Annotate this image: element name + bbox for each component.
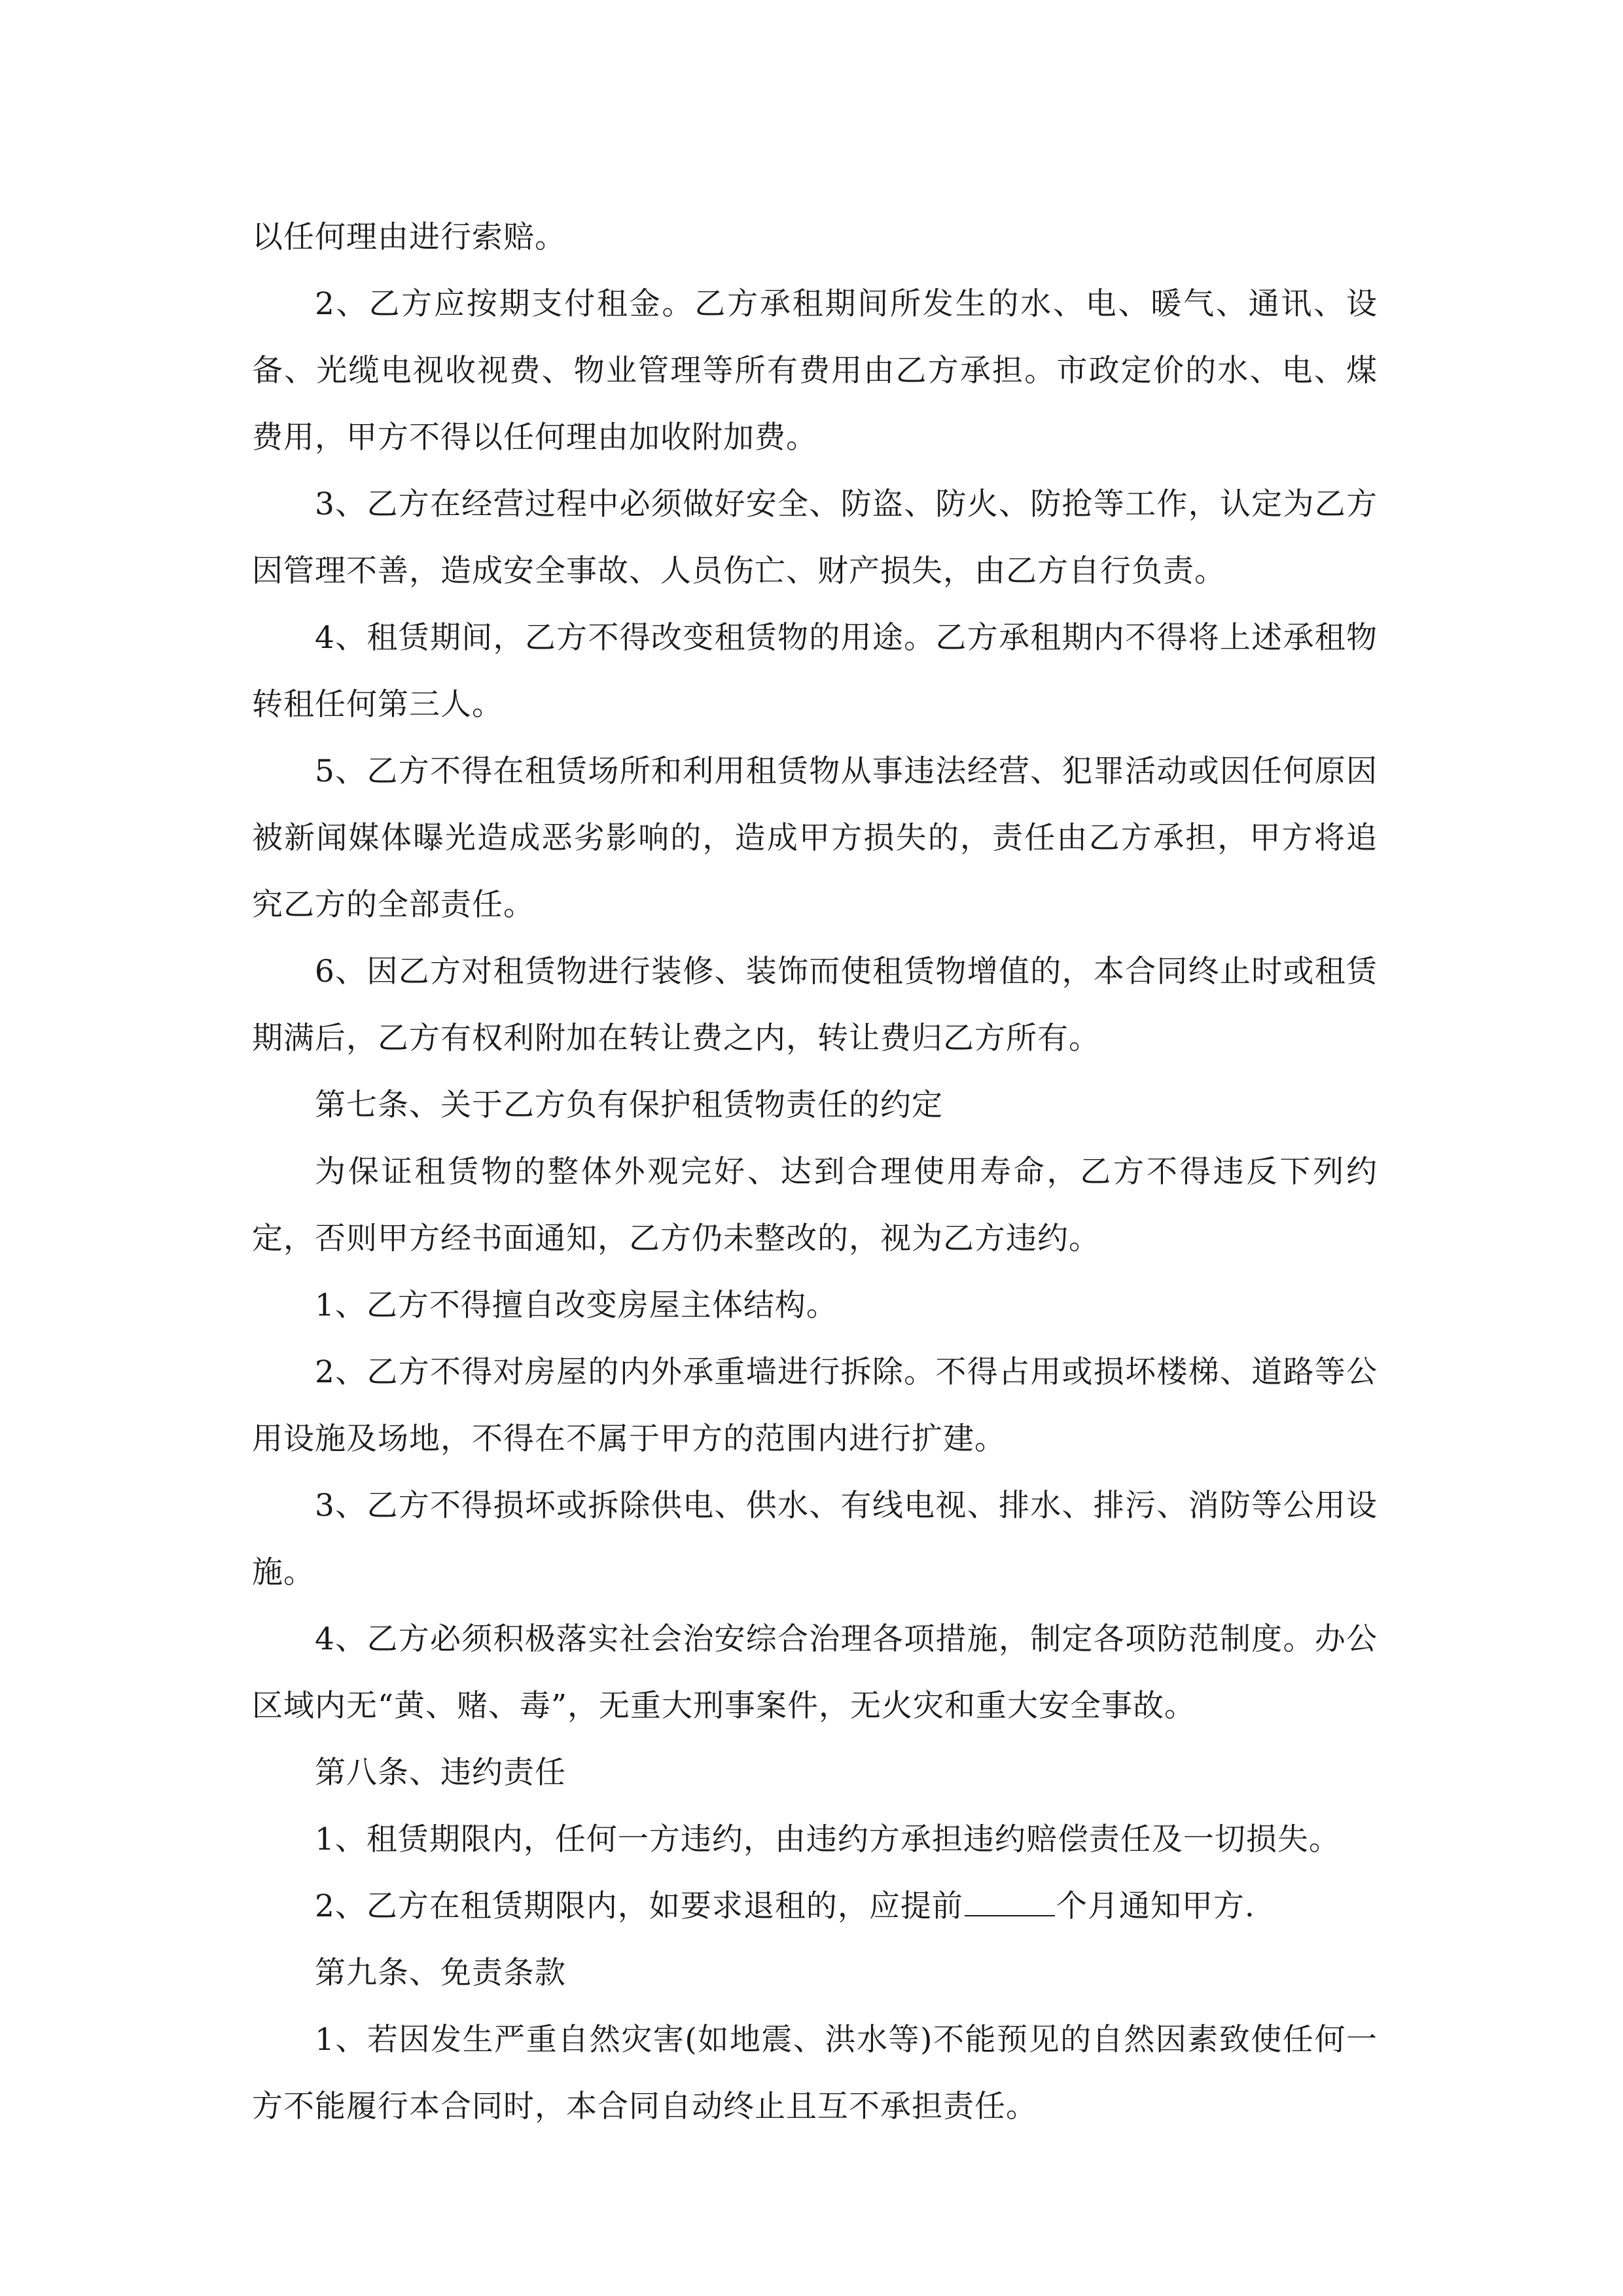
section-heading-article-9: 第九条、免责条款 — [315, 1955, 566, 1991]
paragraph-continuation: 以任何理由进行索赔。 — [252, 219, 566, 255]
paragraph-clause-7-2: 2、乙方不得对房屋的内外承重墙进行拆除。不得占用或损坏楼梯、道路等公用设施及场地，不得在不属于甲方的范围内进行扩建。 — [252, 1354, 1378, 1457]
paragraph-clause-7-3: 3、乙方不得损坏或拆除供电、供水、有线电视、排水、排污、消防等公用设施。 — [252, 1488, 1378, 1590]
paragraph-clause-8-2 — [252, 1873, 1378, 1940]
fill-in-blank — [965, 1884, 1055, 1916]
paragraph-article-7-intro: 为保证租赁物的整体外观完好、达到合理使用寿命，乙方不得违反下列约定，否则甲方经书面通知，乙方仍未整改的，视为乙方违约。 — [252, 1154, 1378, 1257]
paragraph-clause-6-5: 5、乙方不得在租赁场所和利用租赁物从事违法经营、犯罪活动或因任何原因被新闻媒体曝光造成恶劣影响的，造成甲方损失的，责任由乙方承担，甲方将追究乙方的全部责任。 — [252, 753, 1378, 923]
paragraph-clause-6-2: 2、乙方应按期支付租金。乙方承租期间所发生的水、电、暖气、通讯、设备、光缆电视收视费、物业管理等所有费用由乙方承担。市政定价的水、电、煤费用，甲方不得以任何理由加收附加费。 — [252, 286, 1378, 456]
section-heading-article-8: 第八条、违约责任 — [315, 1755, 566, 1791]
document-body — [252, 204, 1378, 2140]
paragraph-clause-6-6: 6、因乙方对租赁物进行装修、装饰而使租赁物增值的，本合同终止时或租赁期满后，乙方有权利附加在转让费之内，转让费归乙方所有。 — [252, 954, 1378, 1056]
paragraph-clause-7-4: 4、乙方必须积极落实社会治安综合治理各项措施，制定各项防范制度。办公区域内无“黄、赌、毒”，无重大刑事案件，无火灾和重大安全事故。 — [252, 1621, 1378, 1724]
section-heading-article-7: 第七条、关于乙方负有保护租赁物责任的约定 — [315, 1087, 943, 1123]
paragraph-clause-6-4: 4、租赁期间，乙方不得改变租赁物的用途。乙方承租期内不得将上述承租物转租任何第三人。 — [252, 620, 1378, 723]
notice-clause-before: 2、乙方在租赁期限内，如要求退租的，应提前 — [315, 1888, 963, 1924]
notice-clause-after: 个月通知甲方. — [1056, 1888, 1255, 1924]
paragraph-clause-7-1: 1、乙方不得擅自改变房屋主体结构。 — [315, 1287, 838, 1323]
paragraph-clause-9-1: 1、若因发生严重自然灾害(如地震、洪水等)不能预见的自然因素致使任何一方不能履行本合同时，本合同自动终止且互不承担责任。 — [252, 2022, 1378, 2125]
paragraph-clause-6-3: 3、乙方在经营过程中必须做好安全、防盗、防火、防抢等工作，认定为乙方因管理不善，造成安全事故、人员伤亡、财产损失，由乙方自行负责。 — [252, 486, 1378, 589]
paragraph-clause-8-1: 1、租赁期限内，任何一方违约，由违约方承担违约赔偿责任及一切损失。 — [315, 1821, 1340, 1857]
